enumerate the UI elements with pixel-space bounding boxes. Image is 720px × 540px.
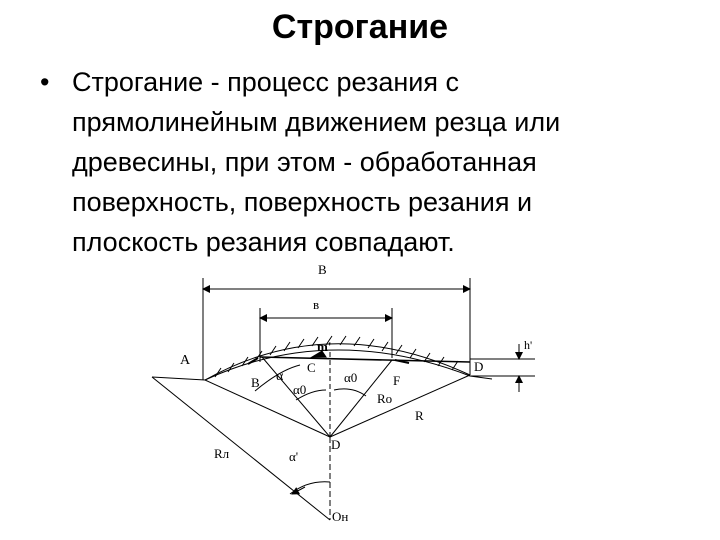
label-alpha0-left: α0 [293, 382, 307, 397]
angle-arc-alpha0-right [334, 389, 366, 396]
label-rl: Rл [214, 446, 230, 461]
label-b-big: B [318, 262, 327, 277]
bullet-line-5: плоскость резания совпадают. [72, 227, 455, 257]
radius-line-inner-left [262, 357, 330, 437]
label-d-bottom: D [331, 437, 341, 452]
label-ro: Ro [377, 391, 393, 406]
label-c: C [307, 360, 316, 375]
radius-line-left [205, 380, 330, 437]
label-alpha0-right: α0 [344, 370, 358, 385]
label-h: h' [524, 338, 533, 352]
slide-title: Строгание [271, 8, 449, 46]
label-b-left: B [251, 375, 260, 390]
bullet-line-3: древесины, при этом - обработанная [72, 147, 537, 177]
label-on: Он [332, 509, 349, 524]
label-m: m' [317, 339, 332, 354]
label-r: R [415, 408, 424, 423]
label-f: F [393, 373, 401, 388]
bullet-line-1: Строгание - процесс резания с [72, 67, 459, 97]
label-alpha: α [276, 369, 284, 384]
cutting-plane-line [260, 357, 470, 362]
label-alpha-prime: α' [289, 449, 299, 464]
label-d-right: D [474, 359, 484, 374]
bullet-line-2: прямолинейным движением резца или [72, 107, 561, 137]
bullet-marker: • [40, 67, 50, 97]
label-v-small: в [313, 297, 320, 312]
radius-line-long [152, 377, 330, 520]
label-a: A [180, 353, 191, 368]
bullet-line-4: поверхность, поверхность резания и [72, 187, 533, 217]
